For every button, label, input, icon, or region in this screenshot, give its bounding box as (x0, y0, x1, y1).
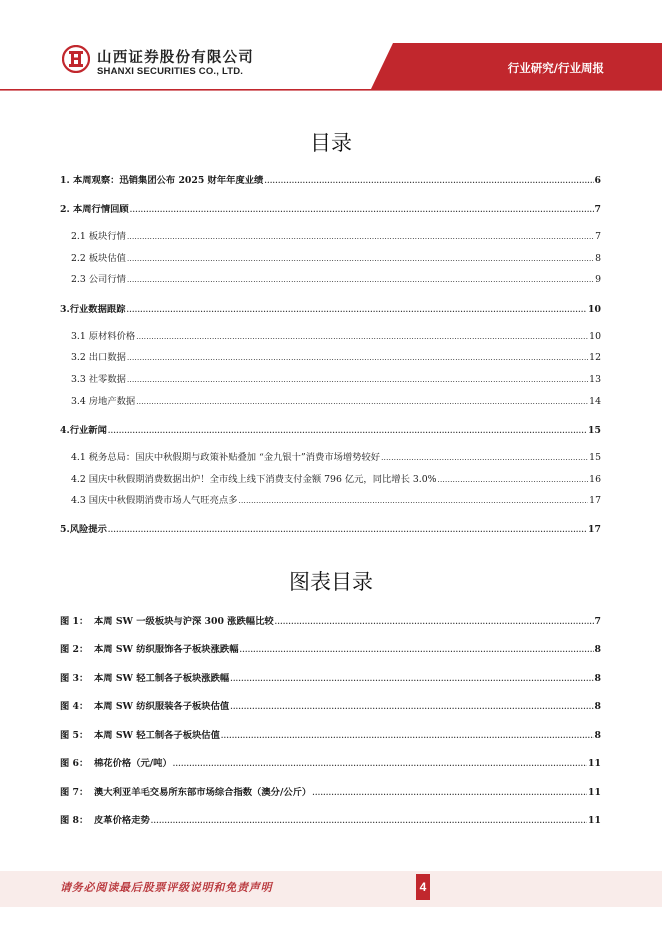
leader-dots (312, 787, 587, 799)
toc-item-text: 4.行业新闻 (60, 425, 107, 436)
toc-item-text: 3.1 原材料价格 (71, 331, 136, 342)
toc-item-page: 17 (589, 495, 601, 506)
toc-item[interactable] (71, 253, 601, 265)
toc-item-page: 8 (595, 253, 601, 264)
figure-item[interactable] (60, 787, 601, 799)
toc-item[interactable] (71, 274, 601, 286)
disclaimer-text: 请务必阅读最后股票评级说明和免责声明 (60, 881, 273, 894)
figure-item-page: 8 (594, 673, 601, 684)
toc-item-text: 3.3 社零数据 (71, 374, 126, 385)
leader-dots (136, 396, 588, 408)
figure-item-label: 图 8： (60, 815, 89, 826)
leader-dots (239, 495, 589, 507)
toc-item-text: 3.2 出口数据 (71, 352, 126, 363)
leader-dots (230, 701, 593, 713)
figure-item[interactable] (60, 644, 601, 656)
figure-item-label: 图 7： (60, 787, 89, 798)
figure-item-text: 皮革价格走势 (94, 815, 150, 826)
page-header (0, 0, 662, 92)
toc-item-text: 2.1 板块行情 (71, 231, 126, 242)
toc-item-page: 14 (589, 396, 601, 407)
figure-item-page: 8 (594, 730, 601, 741)
toc-item[interactable] (60, 425, 601, 437)
figure-item-label: 图 6： (60, 758, 89, 769)
toc-item[interactable] (60, 304, 601, 316)
figure-item-text: 棉花价格（元/吨） (94, 758, 172, 769)
toc-item-page: 13 (589, 374, 601, 385)
figure-item[interactable] (60, 616, 601, 628)
figure-item[interactable] (60, 673, 601, 685)
figure-item-label: 图 2： (60, 644, 89, 655)
figure-item-text: 本周 SW 轻工制各子板块估值 (94, 730, 220, 741)
toc-item-page: 7 (594, 204, 601, 215)
leader-dots (136, 331, 588, 343)
figure-item-page: 8 (594, 701, 601, 712)
toc-item-page: 16 (589, 474, 601, 485)
leader-dots (127, 274, 594, 286)
toc-item-text: 2. 本周行情回顾 (60, 204, 129, 215)
leader-dots (173, 758, 587, 770)
toc-item-text: 1. 本周观察：迅销集团公布 2025 财年年度业绩 (60, 175, 264, 186)
toc-item-page: 10 (589, 331, 601, 342)
toc-item-text: 2.2 板块估值 (71, 253, 126, 264)
leader-dots (127, 231, 594, 243)
toc-item-page: 15 (588, 425, 601, 436)
leader-dots (240, 644, 594, 656)
toc-item[interactable] (71, 231, 601, 243)
figures-title: 图表目录 (289, 570, 373, 594)
toc-item[interactable] (60, 175, 601, 187)
figure-item-page: 11 (588, 758, 601, 769)
leader-dots (127, 374, 588, 386)
toc-item-text: 5.风险提示 (60, 524, 107, 535)
toc-item-page: 10 (588, 304, 601, 315)
toc-item-page: 9 (595, 274, 601, 285)
toc-item-text: 3.4 房地产数据 (71, 396, 136, 407)
leader-dots (108, 524, 587, 536)
leader-dots (437, 474, 588, 486)
figure-item[interactable] (60, 815, 601, 827)
toc-item[interactable] (60, 524, 601, 536)
leader-dots (230, 673, 593, 685)
company-name-en: SHANXI SECURITIES CO., LTD. (97, 66, 244, 77)
leader-dots (151, 815, 587, 827)
figure-item[interactable] (60, 730, 601, 742)
figure-item-page: 11 (588, 787, 601, 798)
toc-item-text: 4.3 国庆中秋假期消费市场人气旺亮点多 (71, 495, 238, 506)
figure-item-text: 本周 SW 纺织服装各子板块估值 (94, 701, 230, 712)
toc-item-page: 12 (589, 352, 601, 363)
toc-item[interactable] (71, 396, 601, 408)
toc-item[interactable] (71, 452, 601, 464)
leader-dots (381, 452, 588, 464)
toc-item-text: 4.1 税务总局：国庆中秋假期与政策补贴叠加 “金九银十”消费市场增势较好 (71, 452, 381, 463)
figure-item-label: 图 3： (60, 673, 89, 684)
report-type-label: 行业研究/行业周报 (507, 61, 604, 75)
toc-item[interactable] (71, 352, 601, 364)
header-band (0, 0, 662, 92)
toc-title: 目录 (310, 131, 352, 155)
figure-item[interactable] (60, 758, 601, 770)
toc-item-page: 17 (588, 524, 601, 535)
toc-item[interactable] (71, 495, 601, 507)
toc-item-page: 7 (595, 231, 601, 242)
figure-item-text: 本周 SW 一级板块与沪深 300 涨跌幅比较 (94, 616, 274, 627)
toc-item-page: 15 (589, 452, 601, 463)
figure-item-label: 图 1： (60, 616, 89, 627)
toc-item[interactable] (71, 474, 601, 486)
leader-dots (127, 253, 594, 265)
figure-item-text: 本周 SW 纺织服饰各子板块涨跌幅 (94, 644, 239, 655)
leader-dots (275, 616, 594, 628)
figure-item-label: 图 5： (60, 730, 89, 741)
toc-item-text: 3.行业数据跟踪 (60, 304, 126, 315)
leader-dots (264, 175, 593, 187)
figure-item-label: 图 4： (60, 701, 89, 712)
figure-item-text: 澳大利亚羊毛交易所东部市场综合指数（澳分/公斤） (94, 787, 312, 798)
leader-dots (221, 730, 594, 742)
leader-dots (130, 204, 594, 216)
figure-item[interactable] (60, 701, 601, 713)
page-number: 4 (416, 874, 430, 900)
toc-item-text: 2.3 公司行情 (71, 274, 126, 285)
leader-dots (127, 352, 588, 364)
toc-item-text: 4.2 国庆中秋假期消费数据出炉！全市线上线下消费支付金额 796 亿元，同比增长 3.0% (71, 474, 437, 485)
company-name-cn: 山西证券股份有限公司 (97, 50, 254, 66)
toc-item-page: 6 (594, 175, 601, 186)
toc-item[interactable] (60, 204, 601, 216)
figure-item-page: 11 (588, 815, 601, 826)
leader-dots (127, 304, 588, 316)
figure-item-text: 本周 SW 轻工制各子板块涨跌幅 (94, 673, 230, 684)
figure-item-page: 8 (594, 644, 601, 655)
toc-item[interactable] (71, 331, 601, 343)
toc-item[interactable] (71, 374, 601, 386)
leader-dots (108, 425, 587, 437)
figure-item-page: 7 (594, 616, 601, 627)
